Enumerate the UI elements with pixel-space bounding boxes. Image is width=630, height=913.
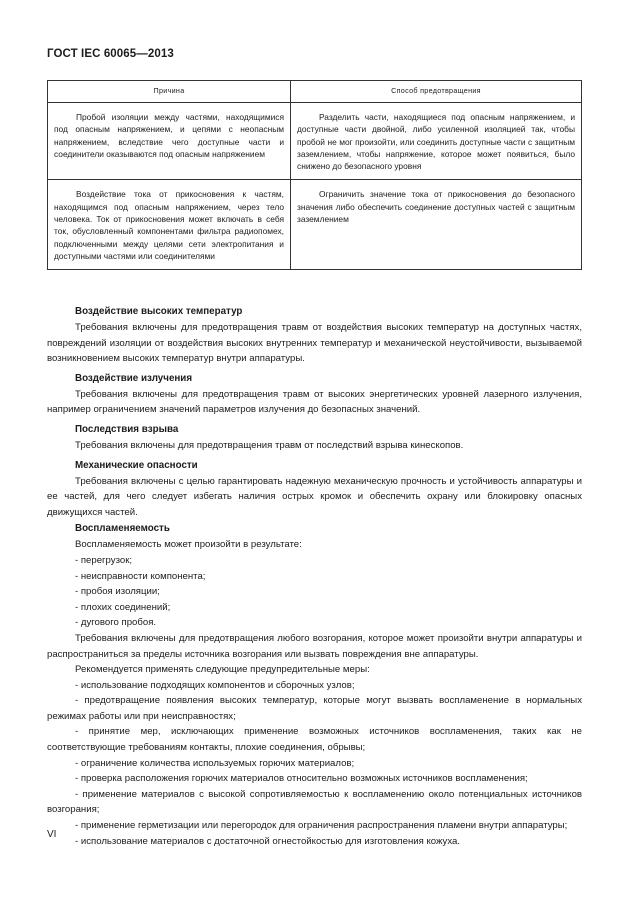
cell-text: Ограничить значение тока от прикосновения до безопасного значения либо обеспечить соединение доступных частей с защитным заземлением [297,189,575,225]
table-cell-cause [48,103,291,180]
document-body [47,300,582,849]
paragraph: Воспламеняемость может произойти в результате: [75,539,302,551]
cell-text: Воздействие тока от прикосновения к частям, находящимся под опасным напряжением, через тело человека. Ток от прикосновения может включать в себя ток, обусловленный компонентами фильтра радиопомех, подключенными между целями сети электропитания и доступными частями или соединителями [54,189,284,261]
list-item: - перегрузок; [75,554,133,566]
cell-text: Разделить части, находящиеся под опасным напряжением, и доступные части двойной, либо усиленной изоляцией так, чтобы пробой не мог произойти, или соединить доступные части с защитным заземлением, чтобы напряжение, которое может появиться, было снижено до безопасного уровня [297,112,575,172]
paragraph: Требования включены с целью гарантировать надежную механическую прочность и устойчивость аппаратуры и ее частей, для чего следует избегать наличия острых кромок и обеспечить охрану или блокировку опасных движущихся частей. [47,475,582,518]
list-item: - предотвращение появления высоких температур, которые могут вызвать воспламенение в нормальных режимах работы или при неисправностях; [47,695,582,722]
table-cell-prevention [291,180,582,270]
section-heading-flammability: Воспламеняемость [75,523,170,535]
paragraph: Требования включены для предотвращения травм от воздействия высоких температур на доступных частях, повреждений изоляции от воздействия высоких внутренних температур и механической неустойчивости, вызываемой возникновением высоких температур внутри аппаратуры. [47,322,582,365]
section-heading-explosion: Последствия взрыва [75,423,179,435]
list-item: - плохих соединений; [75,601,171,613]
list-item: - использование материалов с достаточной огнестойкостью для изготовления кожуха. [75,835,461,847]
table-row [48,180,582,270]
paragraph: Требования включены для предотвращения любого возгорания, которое может произойти внутри аппаратуры и распространиться за пределы источника возгорания или вызвать повреждения вне аппаратуры. [47,632,582,660]
document-header: ГОСТ IEC 60065—2013 [47,48,174,60]
table-cell-prevention [291,103,582,180]
column-header-prevention: Способ предотвращения [291,81,582,103]
page-number: VI [47,829,57,840]
cell-text: Пробой изоляции между частями, находящимися под опасным напряжением, и цепями с неопасным напряжением, вследствие чего доступные части и соединители оказываются под опасным напряжением [54,112,284,159]
paragraph: Требования включены для предотвращения травм от последствий взрыва кинескопов. [75,439,464,451]
section-heading-mechanical: Механические опасности [75,459,198,471]
section-heading-heat: Воздействие высоких температур [75,306,243,317]
table-header-row [48,81,582,103]
list-item: - использование подходящих компонентов и сборочных узлов; [75,679,355,691]
table-row [48,103,582,180]
column-header-cause: Причина [48,81,291,103]
flammability-measures-list [47,678,582,850]
cause-prevention-table [47,80,582,270]
list-item: - ограничение количества используемых горючих материалов; [75,757,355,769]
list-item: - проверка расположения горючих материалов относительно возможных источников воспламенения; [75,773,528,785]
flammability-causes-list [47,553,582,631]
table-cell-cause [48,180,291,270]
section-heading-radiation: Воздействие излучения [75,372,193,384]
list-item: - применение материалов с высокой сопротивляемостью к воспламенению около потенциальных источников возгорания; [47,788,582,816]
paragraph: Требования включены для предотвращения травм от высоких энергетических уровней лазерного излучения, например ограничением значений параметров излучения до безопасных значений. [47,388,582,416]
list-item: - применение герметизации или перегородок для ограничения распространения пламени внутри аппаратуры; [75,820,568,832]
list-item: - неисправности компонента; [75,570,206,582]
paragraph: Рекомендуется применять следующие предупредительные меры: [75,664,370,676]
list-item: - дугового пробоя. [75,617,157,629]
list-item: - принятие мер, исключающих применение возможных источников воспламенения, таких как не соответствующие требованиям контакты, плохие соединения, обрывы; [47,726,582,754]
list-item: - пробоя изоляции; [75,586,160,598]
